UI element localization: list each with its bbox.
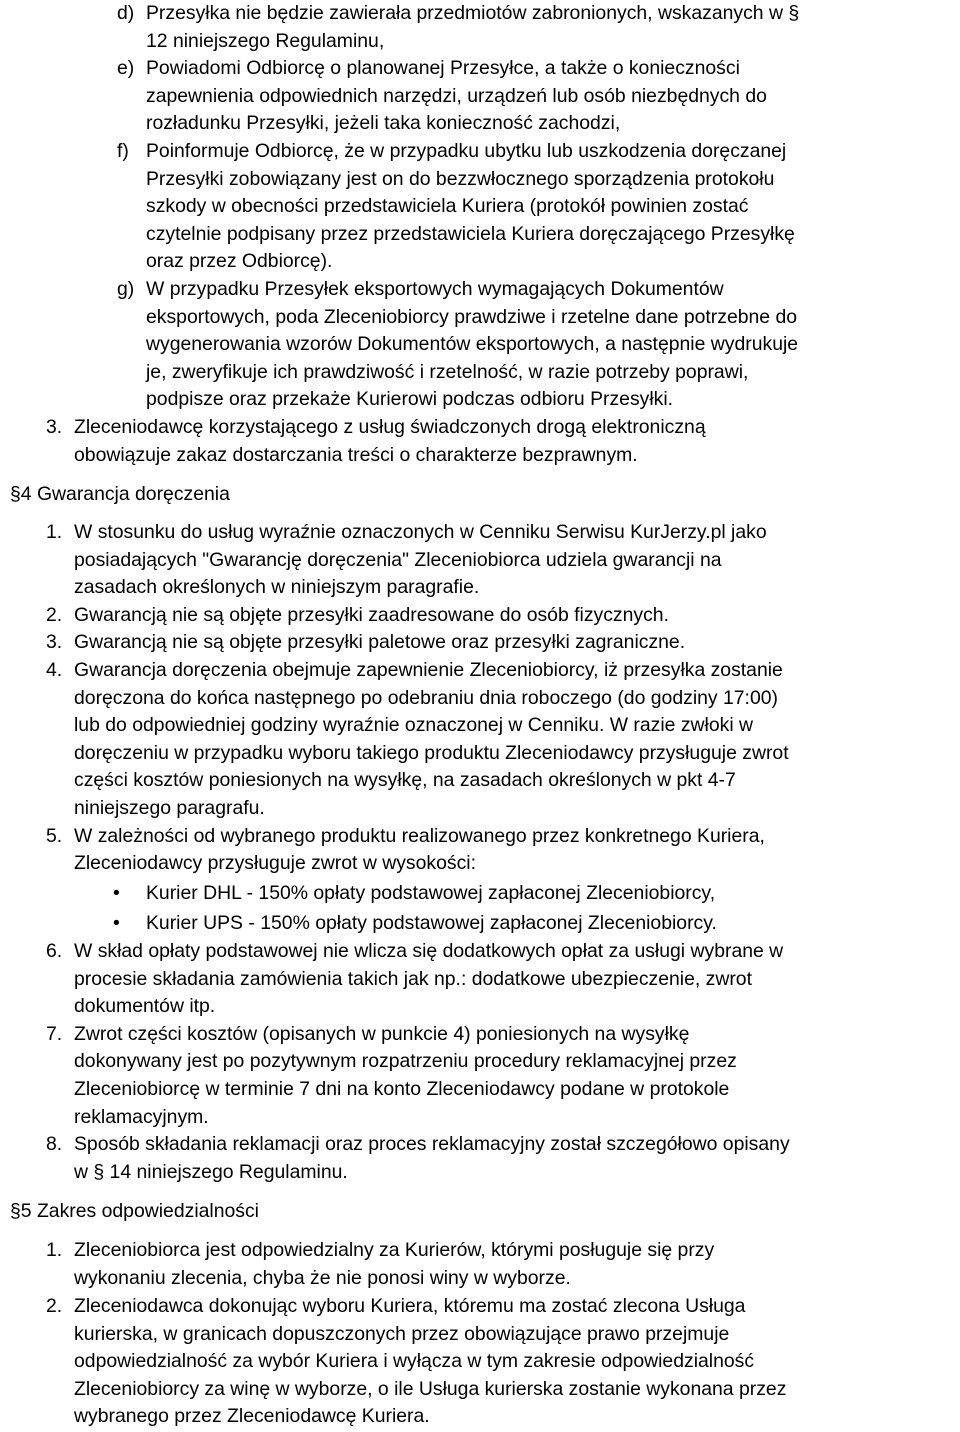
s4-marker-1: 1. bbox=[46, 521, 63, 543]
bullet-dot: • bbox=[113, 912, 120, 934]
item-g-line-5: podpisze oraz przekaże Kurierowi podczas odbioru Przesyłki. bbox=[146, 388, 674, 410]
item-f-line-1: Poinformuje Odbiorcę, że w przypadku ubytku lub uszkodzenia doręczanej bbox=[146, 140, 787, 162]
s4-item-4-line-1: Gwarancja doręczenia obejmuje zapewnienie Zleceniobiorcy, iż przesyłka zostanie bbox=[74, 659, 783, 681]
item-d-line-2: 12 niniejszego Regulaminu, bbox=[146, 30, 385, 52]
section-4-heading: §4 Gwarancja doręczenia bbox=[10, 483, 230, 505]
s5-item-1-line-1: Zleceniobiorca jest odpowiedzialny za Kurierów, którymi posługuje się przy bbox=[74, 1239, 715, 1261]
s4-marker-3: 3. bbox=[46, 631, 63, 653]
s4-marker-8: 8. bbox=[46, 1133, 63, 1155]
s5-item-2-line-5: wybranego przez Zleceniodawcę Kuriera. bbox=[74, 1405, 430, 1427]
list-marker-d: d) bbox=[117, 2, 135, 24]
s4-item-6-line-1: W skład opłaty podstawowej nie wlicza się dodatkowych opłat za usługi wybrane w bbox=[74, 940, 784, 962]
s4-item-1-line-1: W stosunku do usług wyraźnie oznaczonych w Cenniku Serwisu KurJerzy.pl jako bbox=[74, 521, 767, 543]
s4-item-1-line-2: posiadających "Gwarancję doręczenia" Zleceniobiorca udziela gwarancji na bbox=[74, 549, 722, 571]
s4-item-4-line-5: części kosztów poniesionych na wysyłkę, na zasadach określonych w pkt 4-7 bbox=[74, 769, 736, 791]
s4-item-6-line-2: procesie składania zamówienia takich jak np.: dodatkowe ubezpieczenie, zwrot bbox=[74, 968, 752, 990]
s4-marker-7: 7. bbox=[46, 1023, 63, 1045]
s4-item-7-line-3: Zleceniobiorcę w terminie 7 dni na konto Zleceniodawcy podane w protokole bbox=[74, 1078, 730, 1100]
item-g-line-4: je, zweryfikuje ich prawdziwość i rzetelność, w razie potrzeby poprawi, bbox=[146, 361, 749, 383]
item-f-line-2: Przesyłki zobowiązany jest on do bezzwłocznego sporządzenia protokołu bbox=[146, 168, 775, 190]
s5-item-2-line-3: odpowiedzialność za wybór Kuriera i wyłącza w tym zakresie odpowiedzialność bbox=[74, 1350, 755, 1372]
s4-item-7-line-2: dokonywany jest po pozytywnym rozpatrzeniu procedury reklamacyjnej przez bbox=[74, 1050, 737, 1072]
s4-marker-4: 4. bbox=[46, 659, 63, 681]
s4-item-7-line-1: Zwrot części kosztów (opisanych w punkcie 4) poniesionych na wysyłkę bbox=[74, 1023, 690, 1045]
s4-marker-5: 5. bbox=[46, 825, 63, 847]
s5-item-2-line-2: kurierska, w granicach dopuszczonych przez obowiązujące prawo przejmuje bbox=[74, 1323, 730, 1345]
s4-item-4-line-3: lub do odpowiedniej godziny wyraźnie oznaczonej w Cenniku. W razie zwłoki w bbox=[74, 714, 754, 736]
s4-item-7-line-4: reklamacyjnym. bbox=[74, 1106, 209, 1128]
s4-item-4-line-6: niniejszego paragrafu. bbox=[74, 797, 265, 819]
item-e-line-3: rozładunku Przesyłki, jeżeli taka konieczność zachodzi, bbox=[146, 112, 621, 134]
item-g-line-3: wygenerowania wzorów Dokumentów eksportowych, a następnie wydrukuje bbox=[146, 333, 799, 355]
s4-item-4-line-4: doręczeniu w przypadku wyboru takiego produktu Zleceniodawcy przysługuje zwrot bbox=[74, 742, 789, 764]
list-marker-g: g) bbox=[117, 278, 135, 300]
s4-item-1-line-3: zasadach określonych w niniejszym paragrafie. bbox=[74, 576, 480, 598]
s4-item-5-bullet-2: Kurier UPS - 150% opłaty podstawowej zapłaconej Zleceniobiorcy. bbox=[146, 912, 717, 934]
s4-item-5-line-1: W zależności od wybranego produktu realizowanego przez konkretnego Kuriera, bbox=[74, 825, 765, 847]
s5-marker-2: 2. bbox=[46, 1295, 63, 1317]
list-marker-3: 3. bbox=[46, 416, 63, 438]
list-marker-f: f) bbox=[117, 140, 129, 162]
item-e-line-1: Powiadomi Odbiorcę o planowanej Przesyłce, a także o konieczności bbox=[146, 57, 740, 79]
point-3-line-2: obowiązuje zakaz dostarczania treści o charakterze bezprawnym. bbox=[74, 444, 638, 466]
s4-item-3-line-1: Gwarancją nie są objęte przesyłki paletowe oraz przesyłki zagraniczne. bbox=[74, 631, 686, 653]
item-f-line-4: czytelnie podpisany przez przedstawiciela Kuriera doręczającego Przesyłkę bbox=[146, 223, 795, 245]
point-3-line-1: Zleceniodawcę korzystającego z usług świadczonych drogą elektroniczną bbox=[74, 416, 706, 438]
s4-item-5-bullet-1: Kurier DHL - 150% opłaty podstawowej zapłaconej Zleceniobiorcy, bbox=[146, 882, 716, 904]
item-g-line-2: eksportowych, poda Zleceniobiorcy prawdziwe i rzetelne dane potrzebne do bbox=[146, 306, 798, 328]
s4-item-8-line-1: Sposób składania reklamacji oraz proces reklamacyjny został szczegółowo opisany bbox=[74, 1133, 790, 1155]
s4-item-5-line-2: Zleceniodawcy przysługuje zwrot w wysokości: bbox=[74, 852, 476, 874]
item-f-line-5: oraz przez Odbiorcę). bbox=[146, 250, 333, 272]
s5-item-1-line-2: wykonaniu zlecenia, chyba że nie ponosi winy w wyborze. bbox=[74, 1267, 571, 1289]
item-g-line-1: W przypadku Przesyłek eksportowych wymagających Dokumentów bbox=[146, 278, 724, 300]
s5-item-2-line-4: Zleceniobiorcy za winę w wyborze, o ile Usługa kurierska zostanie wykonana przez bbox=[74, 1378, 787, 1400]
s4-item-2-line-1: Gwarancją nie są objęte przesyłki zaadresowane do osób fizycznych. bbox=[74, 604, 669, 626]
s4-marker-2: 2. bbox=[46, 604, 63, 626]
s5-marker-1: 1. bbox=[46, 1239, 63, 1261]
s4-marker-6: 6. bbox=[46, 940, 63, 962]
item-e-line-2: zapewnienia odpowiednich narzędzi, urządzeń lub osób niezbędnych do bbox=[146, 85, 767, 107]
s4-item-6-line-3: dokumentów itp. bbox=[74, 995, 216, 1017]
s4-item-4-line-2: doręczona do końca następnego po odebraniu dnia roboczego (do godziny 17:00) bbox=[74, 687, 778, 709]
s5-item-2-line-1: Zleceniodawca dokonując wyboru Kuriera, któremu ma zostać zlecona Usługa bbox=[74, 1295, 746, 1317]
bullet-dot: • bbox=[113, 882, 120, 904]
item-d-line-1: Przesyłka nie będzie zawierała przedmiotów zabronionych, wskazanych w § bbox=[146, 2, 800, 24]
list-marker-e: e) bbox=[117, 57, 135, 79]
section-5-heading: §5 Zakres odpowiedzialności bbox=[10, 1200, 259, 1222]
s4-item-8-line-2: w § 14 niniejszego Regulaminu. bbox=[74, 1161, 348, 1183]
item-f-line-3: szkody w obecności przedstawiciela Kuriera (protokół powinien zostać bbox=[146, 195, 749, 217]
